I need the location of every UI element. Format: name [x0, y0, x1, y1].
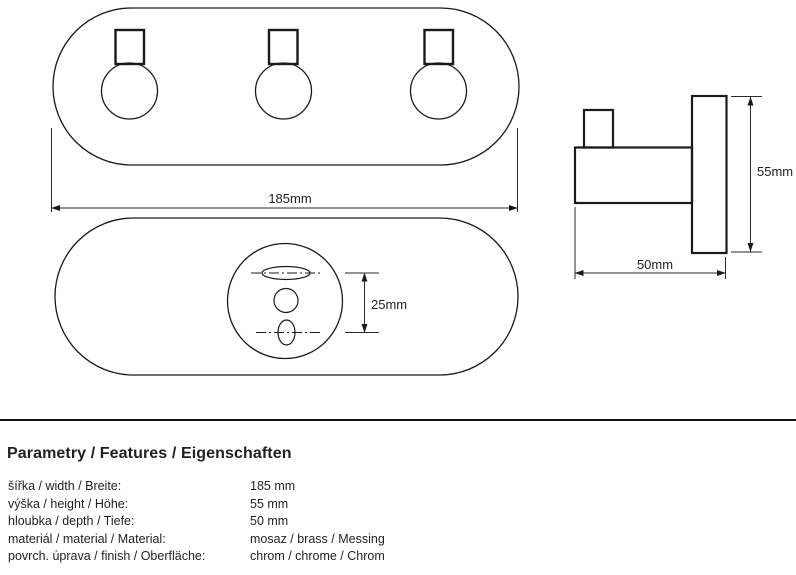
- spec-value: chrom / chrome / Chrom: [250, 549, 385, 564]
- spec-row-material: [8, 531, 796, 549]
- side-arm: [575, 148, 692, 204]
- hook-stem-left: [116, 30, 145, 64]
- spec-value: 185 mm: [250, 479, 296, 493]
- spec-row-width: [8, 478, 796, 496]
- front-view: [53, 8, 519, 165]
- dimension-hole-label: 25mm: [371, 297, 408, 312]
- dimension-depth-label: 50mm: [636, 257, 674, 272]
- spec-label: výška / height / Höhe:: [8, 496, 129, 511]
- spec-label: hloubka / depth / Tiefe:: [8, 514, 135, 529]
- spec-table: [8, 478, 796, 566]
- spec-label: povrch. úprava / finish / Oberfläche:: [8, 549, 206, 564]
- dimension-height-label: 55mm: [757, 164, 794, 179]
- spec-row-depth: [8, 513, 796, 531]
- mount-detail-circle: [228, 244, 343, 359]
- spec-row-finish: [8, 548, 796, 566]
- dimension-width-label: 185mm: [268, 191, 312, 206]
- spec-label: materiál / material / Material:: [8, 531, 166, 546]
- hook-stem-center: [269, 30, 298, 64]
- spec-section: [0, 419, 796, 566]
- side-hook-tip: [584, 110, 613, 148]
- plan-view: [55, 218, 518, 375]
- hook-head-left: [102, 63, 158, 119]
- spec-value: 50 mm: [250, 514, 289, 529]
- spec-row-height: [8, 496, 796, 514]
- plan-body-outline: [55, 218, 518, 375]
- side-wall-plate: [692, 96, 727, 253]
- spec-value: 55 mm: [250, 496, 289, 511]
- spec-label: šířka / width / Breite:: [8, 479, 122, 493]
- mount-hole-center: [274, 289, 298, 313]
- section-divider: [0, 419, 796, 421]
- hook-head-right: [411, 63, 467, 119]
- hook-head-center: [256, 63, 312, 119]
- side-view: [575, 96, 727, 253]
- front-body-outline: [53, 8, 519, 165]
- hook-stem-right: [425, 30, 454, 64]
- spec-value: mosaz / brass / Messing: [250, 531, 385, 546]
- spec-section-title: Parametry / Features / Eigenschaften: [7, 445, 292, 462]
